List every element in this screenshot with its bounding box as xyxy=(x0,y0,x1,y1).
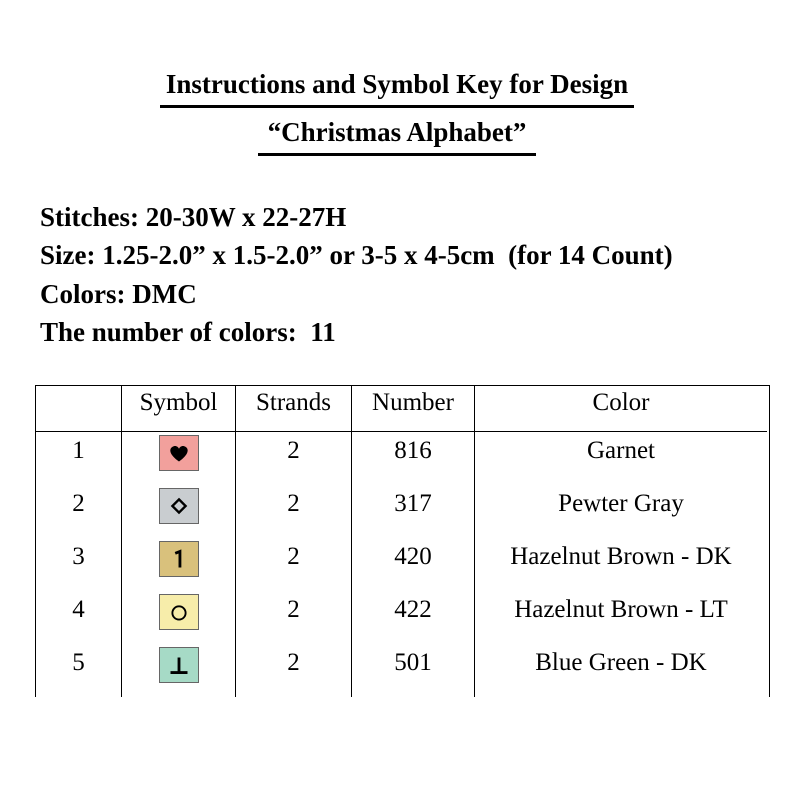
color-name-cell: Pewter Gray xyxy=(558,490,684,517)
row-index: 1 xyxy=(36,432,122,485)
symbol-cell xyxy=(122,591,236,644)
table-body xyxy=(36,432,769,697)
row-index: 2 xyxy=(36,485,122,538)
table-row xyxy=(36,644,769,697)
dmc-number-cell: 420 xyxy=(352,538,475,591)
symbol-cell xyxy=(122,538,236,591)
table-row xyxy=(36,591,769,644)
row-index: 3 xyxy=(36,538,122,591)
header-symbol: Symbol xyxy=(122,386,236,432)
design-name: “Christmas Alphabet” xyxy=(0,116,794,156)
symbol-cell xyxy=(122,644,236,697)
dmc-number-cell: 816 xyxy=(352,432,475,485)
symbol-cell xyxy=(122,485,236,538)
table-row xyxy=(36,432,769,485)
dmc-number-cell: 422 xyxy=(352,591,475,644)
colors-info: Colors: DMC xyxy=(40,279,197,309)
color-name-cell: Blue Green - DK xyxy=(535,649,707,676)
table-row xyxy=(36,485,769,538)
circle-icon xyxy=(159,594,199,630)
color-name-cell: Hazelnut Brown - LT xyxy=(514,596,728,623)
symbol-key-table xyxy=(35,385,770,697)
strands-cell: 2 xyxy=(236,644,352,697)
size-info: Size: 1.25-2.0” x 1.5-2.0” or 3-5 x 4-5cm (for 14 Count) xyxy=(40,240,673,270)
color-count-info: The number of colors: 11 xyxy=(40,317,336,347)
dmc-number-cell: 501 xyxy=(352,644,475,697)
strands-cell: 2 xyxy=(236,538,352,591)
page-title: Instructions and Symbol Key for Design xyxy=(0,68,794,108)
color-name-cell: Garnet xyxy=(586,437,656,464)
up-tack-icon xyxy=(159,647,199,683)
strands-cell: 2 xyxy=(236,591,352,644)
table-header-row xyxy=(36,386,769,432)
dmc-number-cell: 317 xyxy=(352,485,475,538)
table-row xyxy=(36,538,769,591)
row-index: 4 xyxy=(36,591,122,644)
header-index xyxy=(36,386,122,432)
color-name-cell: Hazelnut Brown - DK xyxy=(510,543,732,570)
header-strands: Strands xyxy=(236,386,352,432)
header-number: Number xyxy=(352,386,475,432)
strands-cell: 2 xyxy=(236,485,352,538)
heart-icon xyxy=(159,435,199,471)
header-color: Color xyxy=(475,386,767,432)
strands-cell: 2 xyxy=(236,432,352,485)
vertical-bar-icon xyxy=(159,541,199,577)
row-index: 5 xyxy=(36,644,122,697)
diamond-icon xyxy=(159,488,199,524)
symbol-cell xyxy=(122,432,236,485)
stitches-info: Stitches: 20-30W x 22-27H xyxy=(40,202,347,232)
